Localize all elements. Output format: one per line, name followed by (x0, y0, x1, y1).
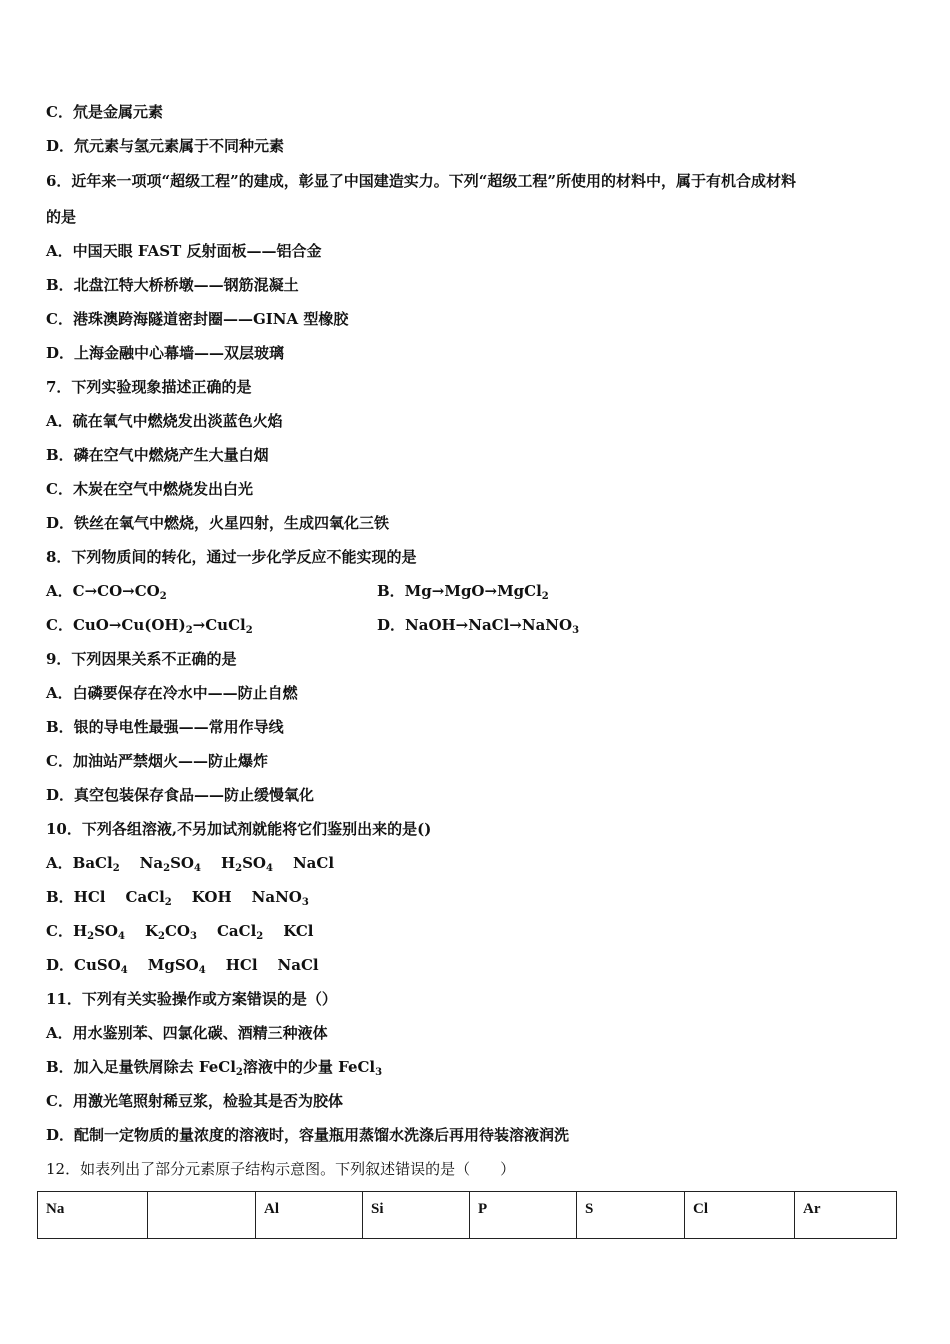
table-row (38, 1192, 897, 1239)
q12-stem: 12．如表列出了部分元素原子结构示意图。下列叙述错误的是（ ） (46, 1160, 516, 1178)
q5-option-d: D．氘元素与氢元素属于不同种元素 (46, 137, 285, 155)
q9-option-b: B．银的导电性最强——常用作导线 (46, 718, 284, 736)
table-cell-si: Si (363, 1192, 470, 1239)
table-cell-p: P (470, 1192, 577, 1239)
q8-option-d: D．NaOH→NaCl→NaNO$_3$ (377, 616, 580, 636)
q11-stem: 11．下列有关实验操作或方案错误的是（） (46, 990, 337, 1008)
q7-option-d: D．铁丝在氧气中燃烧，火星四射，生成四氧化三铁 (46, 514, 390, 532)
q8-option-c: C．$CuO\to Cu(OH)_2\to CuCl_2$ (46, 616, 253, 636)
q10-option-a: A．BaCl$_2$ $Na_2SO_4$ $H_2SO_4$ NaCl (46, 854, 335, 874)
q11-option-c: C．用激光笔照射稀豆浆，检验其是否为胶体 (46, 1092, 343, 1110)
table-cell-empty (148, 1192, 256, 1239)
q6-stem: 6．近年来一项项“超级工程”的建成，彰显了中国建造实力。下列“超级工程”所使用的材料中，属于有机合成材料 (46, 172, 796, 190)
q7-stem: 7．下列实验现象描述正确的是 (46, 378, 252, 396)
q11-option-a: A．用水鉴别苯、四氯化碳、酒精三种液体 (46, 1024, 328, 1042)
q7-option-b: B．磷在空气中燃烧产生大量白烟 (46, 446, 269, 464)
q10-option-c: C．$H_2SO_4$ $K_2CO_3$ CaCl$_2$ KCl (46, 922, 314, 942)
q6-option-c: C．港珠澳跨海隧道密封圈——GINA 型橡胶 (46, 310, 349, 328)
q6-option-a: A．中国天眼 FAST 反射面板——铝合金 (46, 242, 322, 260)
q7-option-a: A．硫在氧气中燃烧发出淡蓝色火焰 (46, 412, 283, 430)
table-cell-na: Na (38, 1192, 148, 1239)
table-cell-al: Al (256, 1192, 363, 1239)
q9-option-c: C．加油站严禁烟火——防止爆炸 (46, 752, 268, 770)
q9-option-d: D．真空包装保存食品——防止缓慢氧化 (46, 786, 315, 804)
q9-stem: 9．下列因果关系不正确的是 (46, 650, 237, 668)
q10-option-b: B．HCl CaCl$_2$ KOH NaNO$_3$ (46, 888, 309, 908)
q11-option-d: D．配制一定物质的量浓度的溶液时，容量瓶用蒸馏水洗涤后再用待装溶液润洗 (46, 1126, 570, 1144)
q6-option-b: B．北盘江特大桥桥墩——钢筋混凝土 (46, 276, 299, 294)
table-cell-s: S (577, 1192, 685, 1239)
q11-option-b: B．加入足量铁屑除去 FeCl$_2$溶液中的少量 FeCl$_3$ (46, 1058, 383, 1078)
q6-stem-cont: 的是 (46, 208, 77, 226)
table-cell-ar: Ar (795, 1192, 897, 1239)
q5-option-c: C．氘是金属元素 (46, 103, 163, 121)
q10-option-d: D．CuSO$_4$ MgSO$_4$ HCl NaCl (46, 956, 319, 976)
q6-option-d: D．上海金融中心幕墙——双层玻璃 (46, 344, 285, 362)
table-cell-cl: Cl (685, 1192, 795, 1239)
q7-option-c: C．木炭在空气中燃烧发出白光 (46, 480, 253, 498)
element-structure-table (37, 1191, 897, 1239)
q9-option-a: A．白磷要保存在冷水中——防止自燃 (46, 684, 298, 702)
q8-stem: 8．下列物质间的转化，通过一步化学反应不能实现的是 (46, 548, 417, 566)
q10-stem: 10．下列各组溶液,不另加试剂就能将它们鉴别出来的是() (46, 820, 432, 838)
q8-option-b: B．Mg→MgO→MgCl$_2$ (377, 582, 549, 602)
q8-option-a: A．$C\to CO\to CO_2$ (46, 582, 167, 602)
